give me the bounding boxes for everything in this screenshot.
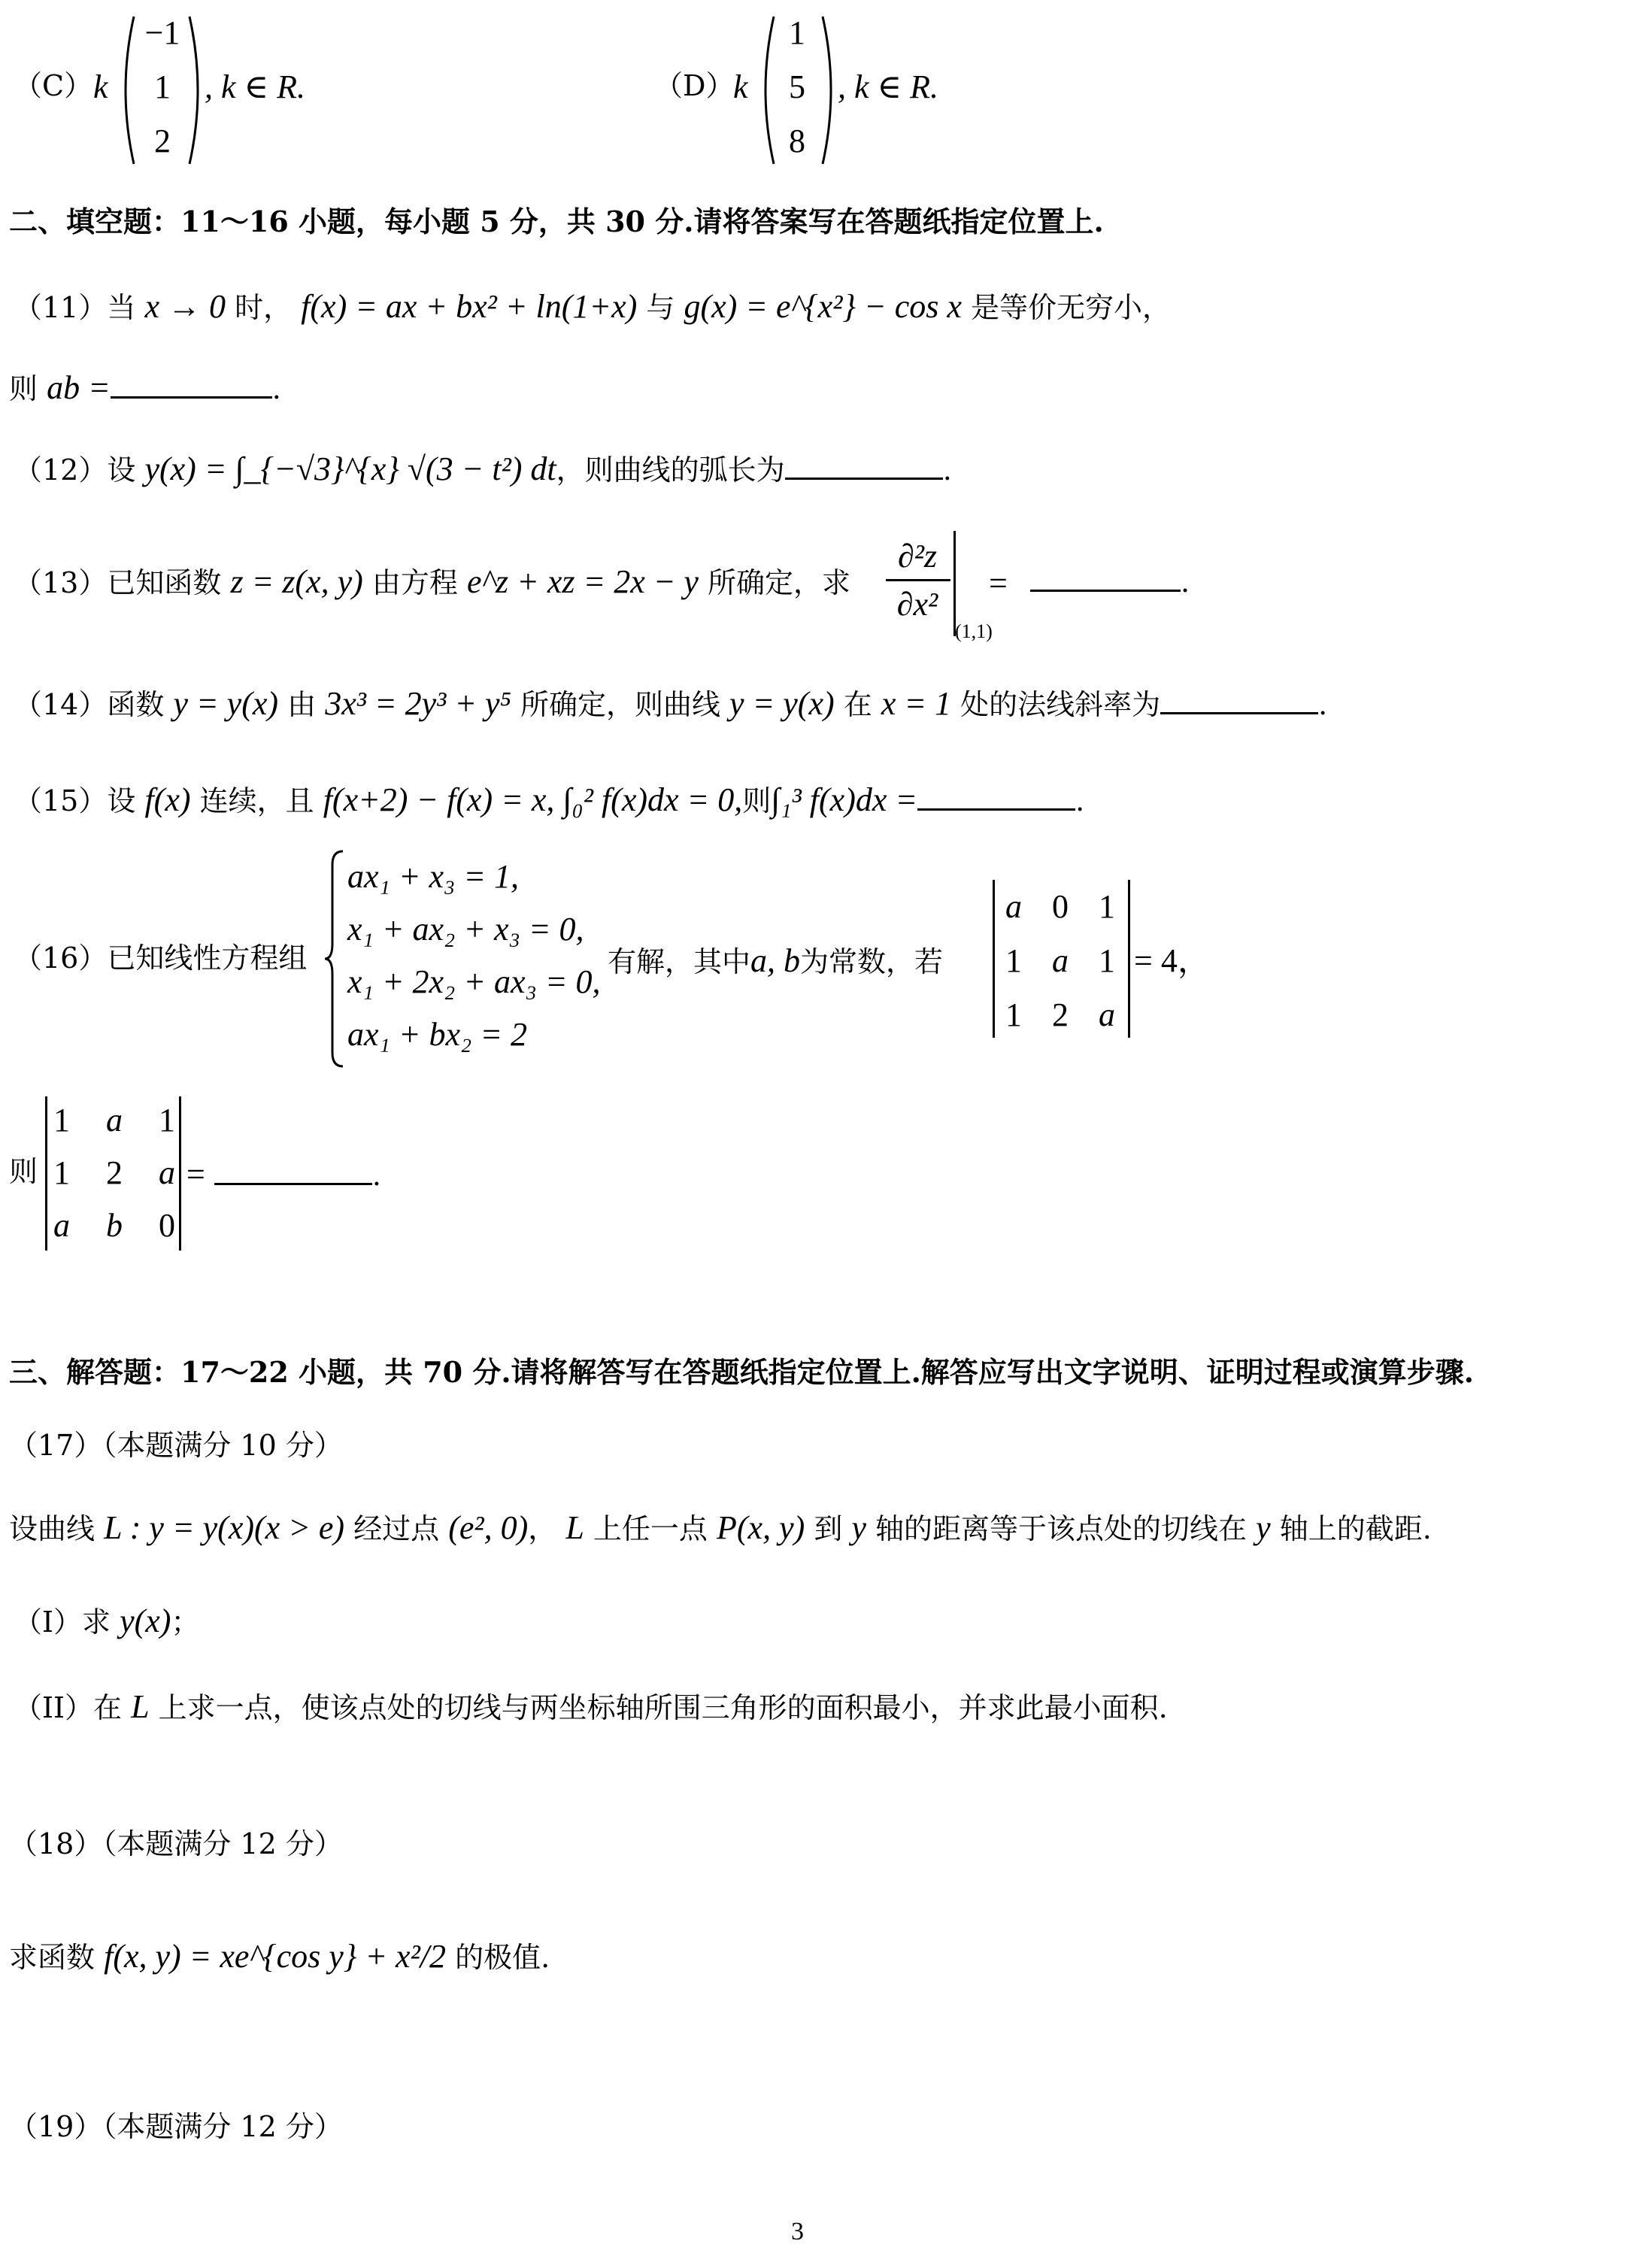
q16-det1-cell: 1 <box>1005 942 1022 979</box>
q16-equals: = <box>186 1156 205 1193</box>
q14-end: . <box>1318 688 1328 721</box>
q16-det1-right-bar <box>1128 880 1130 1038</box>
q14-text-a: 函数 <box>107 688 174 721</box>
q18-function: f(x, y) = xe^{cos y} + x²/2 <box>104 1938 447 1975</box>
q16-det1-cell: 1 <box>1099 942 1115 979</box>
q17-statement <box>9 1508 1432 1548</box>
q14-text-c: 所确定，则曲线 <box>511 688 730 721</box>
q11-ab: ab = <box>47 369 111 406</box>
q16-det2-cell: 1 <box>53 1154 70 1191</box>
option-d-entry-2: 5 <box>789 68 805 105</box>
q16-det2-cell: 0 <box>159 1207 175 1244</box>
q16-det2-cell: 2 <box>106 1154 123 1191</box>
option-d-left-paren <box>754 15 777 165</box>
question-11-line-2 <box>9 368 281 408</box>
q12-text-a: 设 <box>107 453 145 487</box>
page-number: 3 <box>791 2218 804 2245</box>
q12-integral: y(x) = ∫_{−√3}^{x} √(3 − t²) dt <box>144 450 556 487</box>
q13-answer-blank[interactable] <box>1030 562 1181 592</box>
q11-number: （11） <box>14 291 108 324</box>
q16-det1-cell: 1 <box>1099 888 1115 925</box>
q17-text-f: 轴的距离等于该点处的切线在 <box>866 1512 1257 1545</box>
option-c-entry-1: −1 <box>144 14 180 51</box>
q17-text-c: ， <box>528 1512 566 1545</box>
q13-equation: e^z + xz = 2x − y <box>466 563 699 600</box>
q14-text-b: 由 <box>278 688 326 721</box>
q13-text-a: 已知函数 <box>107 566 231 599</box>
q16-det2-cell: a <box>53 1207 70 1244</box>
q16-middle-text <box>608 941 943 981</box>
q18-statement <box>9 1937 550 1977</box>
q16-det1-value: = 4， <box>1134 942 1211 979</box>
q13-fraction-numerator: ∂²z <box>897 538 938 575</box>
q16-text-c: 为常数，若 <box>800 945 944 978</box>
q12-end: . <box>942 453 952 487</box>
option-c-tail: , k ∈ R. <box>205 68 305 105</box>
q15-text-c: 则 <box>742 784 772 817</box>
q14-answer-blank[interactable] <box>1160 685 1318 714</box>
q16-equation-2: x₁ + ax₂ + x₃ = 0, <box>347 911 584 948</box>
q16-det1-cell: 1 <box>1005 996 1022 1033</box>
q16-det2-cell: b <box>106 1207 123 1244</box>
q11-limit: x → 0 <box>144 288 226 325</box>
question-12 <box>14 450 952 490</box>
q12-answer-blank[interactable] <box>785 450 943 480</box>
q15-condition: f(x+2) − f(x) = x, ∫₀² f(x)dx = 0, <box>323 781 743 818</box>
q18-text-b: 的极值. <box>446 1941 550 1974</box>
q17-point: (e², 0) <box>448 1509 529 1546</box>
q13-evaluation-point: (1,1) <box>955 620 993 642</box>
q11-text-b: 时， <box>225 291 302 324</box>
option-c-entry-2: 1 <box>154 68 171 105</box>
q16-det2-cell: a <box>106 1102 123 1139</box>
q13-function: z = z(x, y) <box>230 563 363 600</box>
q17-y2: y <box>1256 1509 1271 1546</box>
q17-curve: L : y = y(x)(x > e) <box>104 1509 345 1546</box>
q16-det2-cell: 1 <box>159 1102 175 1139</box>
q16-number: （16） <box>14 941 108 975</box>
option-c-entry-3: 2 <box>154 123 171 159</box>
q16-text-a: 已知线性方程组 <box>107 941 308 975</box>
q14-equation: 3x³ = 2y³ + y⁵ <box>325 685 511 722</box>
q17-p: P(x, y) <box>717 1509 805 1546</box>
question-13 <box>14 562 850 602</box>
q14-number: （14） <box>14 688 108 721</box>
option-c-label: （C） <box>14 69 93 102</box>
q15-answer-blank[interactable] <box>917 781 1075 811</box>
q11-text-d: 是等价无穷小， <box>961 291 1171 324</box>
q17-text-e: 到 <box>805 1512 852 1545</box>
option-d-entry-3: 8 <box>789 123 805 159</box>
q13-equals: = <box>989 565 1008 602</box>
q11-text-a: 当 <box>107 291 145 324</box>
q17-text-d: 上任一点 <box>584 1512 717 1545</box>
q14-text-e: 处的法线斜率为 <box>951 688 1161 721</box>
question-15 <box>14 781 1084 820</box>
q13-number: （13） <box>14 566 108 599</box>
section-3-heading: 三、解答题：17～22 小题，共 70 分.请将解答写在答题纸指定位置上.解答应写出文字说明、证明过程或演算步骤. <box>9 1355 1475 1389</box>
q16-text-b: 有解，其中 <box>608 945 751 978</box>
q17-part1-math: y(x) <box>120 1602 171 1639</box>
q16-det2-right-bar <box>179 1096 181 1251</box>
option-d-label: （D） <box>654 69 735 102</box>
q17-l: L <box>565 1509 584 1546</box>
q15-text-a: 设 <box>107 784 145 817</box>
q17-text-a: 设曲线 <box>9 1512 105 1545</box>
q11-g-expression: g(x) = e^{x²} − cos x <box>684 288 962 325</box>
q14-text-d: 在 <box>834 688 881 721</box>
question-14 <box>14 684 1327 724</box>
question-11-line-1 <box>14 287 1171 327</box>
q15-number: （15） <box>14 784 108 817</box>
q16-end: . <box>371 1159 382 1192</box>
q14-point: x = 1 <box>881 685 952 722</box>
q13-end: . <box>1181 565 1190 599</box>
q16-constants: a, b <box>750 942 801 979</box>
q17-y1: y <box>851 1509 866 1546</box>
q11-f-expression: f(x) = ax + bx² + ln(1+x) <box>301 288 638 325</box>
q11-then: 则 <box>9 372 47 405</box>
q15-integral: ∫₁³ f(x)dx = <box>771 781 918 818</box>
q16-system-brace <box>323 850 346 1068</box>
q18-title: （18）（本题满分 12 分） <box>9 1827 343 1860</box>
q12-text-b: ，则曲线的弧长为 <box>556 453 785 487</box>
q16-det1-cell: a <box>1099 996 1115 1033</box>
option-d-coef: k <box>733 68 748 105</box>
q18-text-a: 求函数 <box>9 1941 105 1974</box>
q14-curve: y = y(x) <box>729 685 835 722</box>
q19-title: （19）（本题满分 12 分） <box>9 2110 343 2143</box>
q17-part2-label: （II）在 <box>14 1691 132 1724</box>
q16-det2-cell: a <box>159 1154 175 1191</box>
q16-answer-blank[interactable] <box>214 1156 372 1185</box>
option-d-tail: , k ∈ R. <box>838 68 938 105</box>
option-c-coef: k <box>93 68 108 105</box>
q17-part1-label: （I）求 <box>14 1605 120 1639</box>
q17-part-1 <box>14 1602 199 1642</box>
q16-det1-cell: a <box>1005 888 1022 925</box>
q16-det1-cell: a <box>1052 942 1069 979</box>
q12-number: （12） <box>14 453 108 487</box>
q17-part2-text: 上求一点，使该点处的切线与两坐标轴所围三角形的面积最小，并求此最小面积. <box>149 1691 1168 1724</box>
q16-equation-3: x₁ + 2x₂ + ax₃ = 0, <box>347 963 601 1000</box>
option-c-left-paren <box>114 15 137 165</box>
q13-text-c: 所确定，求 <box>698 566 851 599</box>
q13-fraction-denominator: ∂x² <box>896 586 938 623</box>
q16-equation-1: ax₁ + x₃ = 1, <box>347 858 520 895</box>
q17-text-g: 轴上的截距. <box>1270 1512 1432 1545</box>
q13-text-b: 由方程 <box>362 566 467 599</box>
q17-text-b: 经过点 <box>344 1512 449 1545</box>
q15-text-b: 连续，且 <box>190 784 323 817</box>
section-2-heading: 二、填空题：11～16 小题，每小题 5 分，共 30 分.请将答案写在答题纸指定位置上. <box>9 205 1104 238</box>
q17-title: （17）（本题满分 10 分） <box>9 1429 343 1462</box>
q16-det1-cell: 2 <box>1052 996 1069 1033</box>
q13-fraction-bar <box>886 579 950 581</box>
option-d-entry-1: 1 <box>789 14 805 51</box>
q15-end: . <box>1075 784 1085 817</box>
q16-then: 则 <box>9 1155 38 1188</box>
q11-end: . <box>271 372 281 405</box>
q15-function: f(x) <box>144 781 191 818</box>
q16-det2-cell: 1 <box>53 1102 70 1139</box>
q11-text-c: 与 <box>637 291 684 324</box>
q16-det1-cell: 0 <box>1052 888 1069 925</box>
q16-answer <box>186 1155 381 1195</box>
q17-part-2 <box>14 1687 1168 1727</box>
q17-part2-math: L <box>131 1688 150 1725</box>
q17-part1-end: ； <box>171 1605 200 1639</box>
q14-function: y = y(x) <box>173 685 279 722</box>
q16-equation-4: ax₁ + bx₂ = 2 <box>347 1016 528 1053</box>
q16-intro <box>14 941 307 976</box>
q13-answer <box>1030 562 1190 600</box>
q11-answer-blank[interactable] <box>111 369 272 399</box>
